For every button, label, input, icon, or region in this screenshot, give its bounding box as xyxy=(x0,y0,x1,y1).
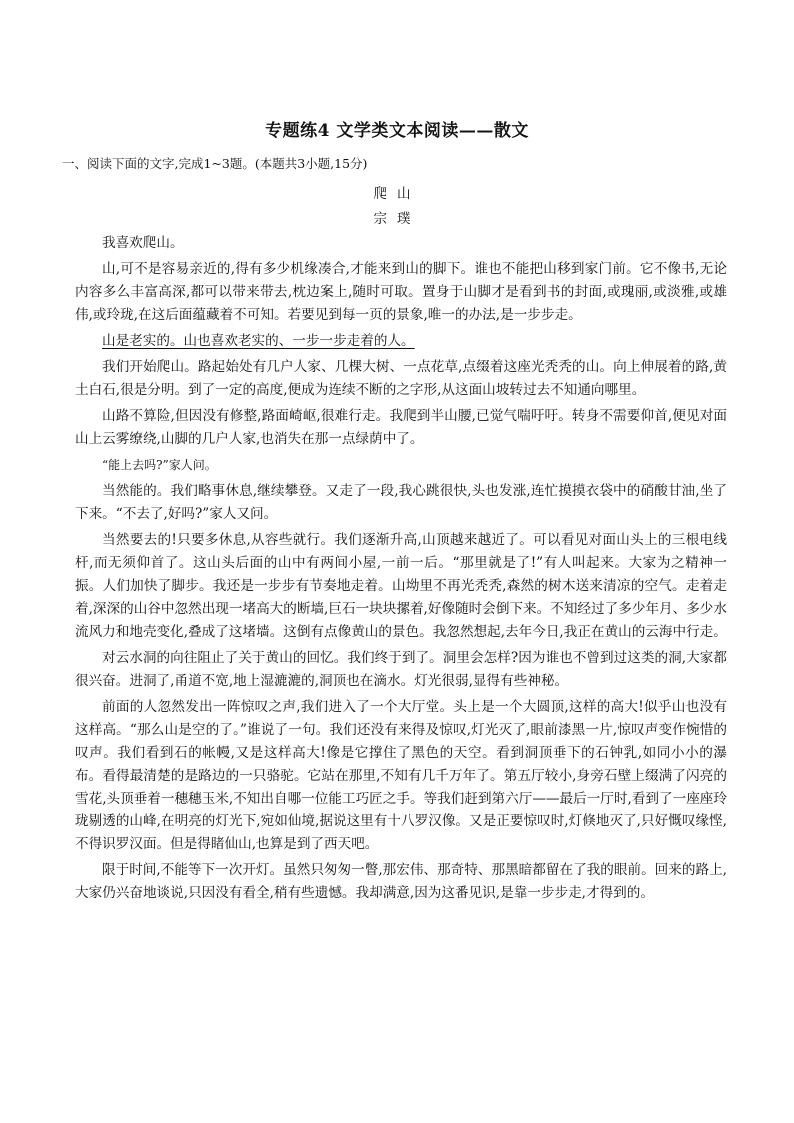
paragraph-underlined xyxy=(75,330,727,353)
passage-author: 宗璞 xyxy=(373,211,421,227)
underlined-sentence: 山是老实的。山也喜欢老实的、一步一步走着的人。 xyxy=(102,333,415,349)
paragraph: 限于时间,不能等下一次开灯。虽然只匆匆一瞥,那宏伟、那奇特、那黑暗都留在了我的眼前。回来的路上,大家仍兴奋地谈说,只因没有看全,稍有些遗憾。我却满意,因为这番见识,是靠一步步走,才得到的。 xyxy=(75,862,727,902)
paragraph: 对云水洞的向往阻止了关于黄山的回忆。我们终于到了。洞里会怎样?因为谁也不曾到过这类的洞,大家都很兴奋。进洞了,甬道不宽,地上湿漉漉的,洞顶也在滴水。灯光很弱,显得有些神秘。 xyxy=(75,649,727,689)
passage-title: 爬山 xyxy=(373,186,421,202)
paragraph: 当然能的。我们略事休息,继续攀登。又走了一段,我心跳很快,头也发涨,连忙摸摸衣袋中的硝酸甘油,坐了下来。“不去了,好吗?”家人又问。 xyxy=(75,483,727,523)
paragraph: 我们开始爬山。路起始处有几户人家、几棵大树、一点花草,点缀着这座光秃秃的山。向上伸展着的路,黄土白石,很是分明。到了一定的高度,便成为连续不断的之字形,从这面山坡转过去不知通向哪里。 xyxy=(75,359,727,398)
paragraph: 当然要去的!只要多休息,从容些就行。我们逐渐升高,山顶越来越近了。可以看见对面山头上的三根电线杆,而无须仰首了。这山头后面的山中有两间小屋,一前一后。“那里就是了!”有人叫起来。大家为之精神一振。人们加快了脚步。我还是一步步有节奏地走着。山坳里不再光秃秃,森然的树木送来清凉的空气。走着走着,深深的山谷中忽然出现一堵高大的断墙,巨石一块块摞着,好像随时会倒下来。不知经过了多少年月、多少水流风力和地壳变化,叠成了这堵墙。这倒有点像黄山的景色。我忽然想起,去年今日,我正在黄山的云海中行走。 xyxy=(75,532,727,640)
paragraph: 我喜欢爬山。 xyxy=(102,235,184,251)
question-instruction: 一、阅读下面的文字,完成1~3题。(本题共3小题,15分) xyxy=(62,156,368,171)
passage-body xyxy=(75,232,727,908)
paragraph: “能上去吗?”家人问。 xyxy=(102,458,217,473)
paragraph: 前面的人忽然发出一阵惊叹之声,我们进入了一个大厅堂。头上是一个大圆顶,这样的高大!似乎山也没有这样高。“那么山是空的了。”谁说了一句。我们还没有来得及惊叹,灯光灭了,眼前漆黑一片,惊叹声变作惋惜的叹声。我们看到石的帐幔,又是这样高大!像是它撑住了黑色的天空。看到洞顶垂下的石钟乳,如同小小的瀑布。看得最清楚的是路边的一只骆驼。它站在那里,不知有几千万年了。第五厅较小,身旁石壁上缀满了闪亮的雪花,头顶垂着一穗穗玉米,不知出自哪一位能工巧匠之手。等我们赶到第六厅——最后一厅时,看到了一座座玲珑剔透的山峰,在明亮的灯光下,宛如仙境,据说这里有十八罗汉像。又是正要惊叹时,灯倏地灭了,只好慨叹缘悭,不得识罗汉面。但是得睹仙山,也算是到了西天吧。 xyxy=(75,698,727,853)
page-title: 专题练4 文学类文本阅读——散文 xyxy=(265,121,529,141)
paragraph: 山,可不是容易亲近的,得有多少机缘凑合,才能来到山的脚下。谁也不能把山移到家门前。它不像书,无论内容多么丰富高深,都可以带来带去,枕边案上,随时可取。置身于山脚才是看到书的封面,或瑰丽,或淡雅,或雄伟,或玲珑,在这后面蕴藏着不可知。若要见到每一页的景象,唯一的办法,是一步步走。 xyxy=(75,261,727,323)
paragraph: 山路不算险,但因没有修整,路面崎岖,很难行走。我爬到半山腰,已觉气喘吁吁。转身不需要仰首,便见对面山上云雾缭绕,山脚的几户人家,也消失在那一点绿荫中了。 xyxy=(75,408,727,447)
